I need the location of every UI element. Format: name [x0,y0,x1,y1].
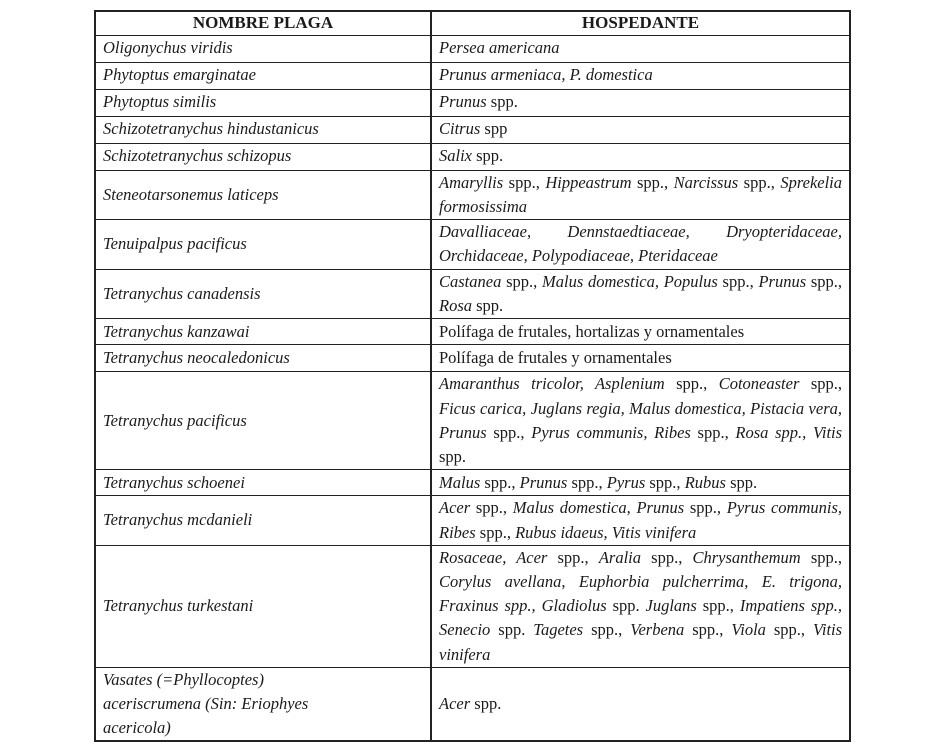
hospedante-cell: Polífaga de frutales y ornamentales [431,345,850,372]
table-header-row [95,11,850,35]
table-row [95,269,850,318]
table-row [95,116,850,143]
table-row [95,470,850,496]
plaga-cell: Phytoptus emarginatae [95,62,431,89]
table-row [95,143,850,170]
hospedante-cell: Rosaceae, Acer spp., Aralia spp., Chrysanthemum spp., Corylus avellana, Euphorbia pulcherrima, E. trigona, Fraxinus spp., Gladiolus spp. Juglans spp., Impatiens spp., Senecio spp. Tagetes spp., Verbena spp., Viola spp., Vitis vinifera [431,545,850,667]
plaga-cell: Tetranychus mcdanieli [95,496,431,545]
column-header-hospedante: HOSPEDANTE [431,11,850,35]
plaga-cell: Tetranychus neocaledonicus [95,345,431,372]
plaga-cell: Tenuipalpus pacificus [95,219,431,269]
hospedante-cell: Davalliaceae, Dennstaedtiaceae, Dryopteridaceae, Orchidaceae, Polypodiaceae, Pteridaceae [431,219,850,269]
hospedante-cell: Acer spp. [431,667,850,741]
plaga-cell: Tetranychus pacificus [95,372,431,470]
table-row [95,62,850,89]
hospedante-cell: Amaryllis spp., Hippeastrum spp., Narcissus spp., Sprekelia formosissima [431,170,850,219]
table-row [95,372,850,470]
table-row [95,89,850,116]
hospedante-cell: Amaranthus tricolor, Asplenium spp., Cotoneaster spp., Ficus carica, Juglans regia, Malus domestica, Pistacia vera, Prunus spp., Pyrus communis, Ribes spp., Rosa spp., Vitis spp. [431,372,850,470]
plaga-cell: Tetranychus schoenei [95,470,431,496]
plaga-cell: Phytoptus similis [95,89,431,116]
table-row [95,545,850,667]
table-row [95,667,850,741]
plaga-table [94,10,851,742]
hospedante-cell: Persea americana [431,35,850,62]
table-row [95,170,850,219]
table-body [95,35,850,741]
plaga-cell: Tetranychus kanzawai [95,319,431,345]
table-row [95,345,850,372]
hospedante-cell: Salix spp. [431,143,850,170]
hospedante-cell: Castanea spp., Malus domestica, Populus spp., Prunus spp., Rosa spp. [431,269,850,318]
plaga-cell: Schizotetranychus hindustanicus [95,116,431,143]
hospedante-cell: Citrus spp [431,116,850,143]
plaga-cell: Vasates (=Phyllocoptes) aceriscrumena (Sin: Eriophyes acericola) [95,667,431,741]
plaga-cell: Steneotarsonemus laticeps [95,170,431,219]
hospedante-cell: Polífaga de frutales, hortalizas y ornamentales [431,319,850,345]
plaga-cell: Schizotetranychus schizopus [95,143,431,170]
plaga-cell: Tetranychus canadensis [95,269,431,318]
plaga-cell: Tetranychus turkestani [95,545,431,667]
table-row [95,219,850,269]
hospedante-cell: Prunus armeniaca, P. domestica [431,62,850,89]
hospedante-cell: Malus spp., Prunus spp., Pyrus spp., Rubus spp. [431,470,850,496]
table-row [95,35,850,62]
hospedante-cell: Acer spp., Malus domestica, Prunus spp., Pyrus communis, Ribes spp., Rubus idaeus, Vitis vinifera [431,496,850,545]
plaga-cell: Oligonychus viridis [95,35,431,62]
table-row [95,496,850,545]
hospedante-cell: Prunus spp. [431,89,850,116]
column-header-nombre-plaga: NOMBRE PLAGA [95,11,431,35]
table-row [95,319,850,345]
